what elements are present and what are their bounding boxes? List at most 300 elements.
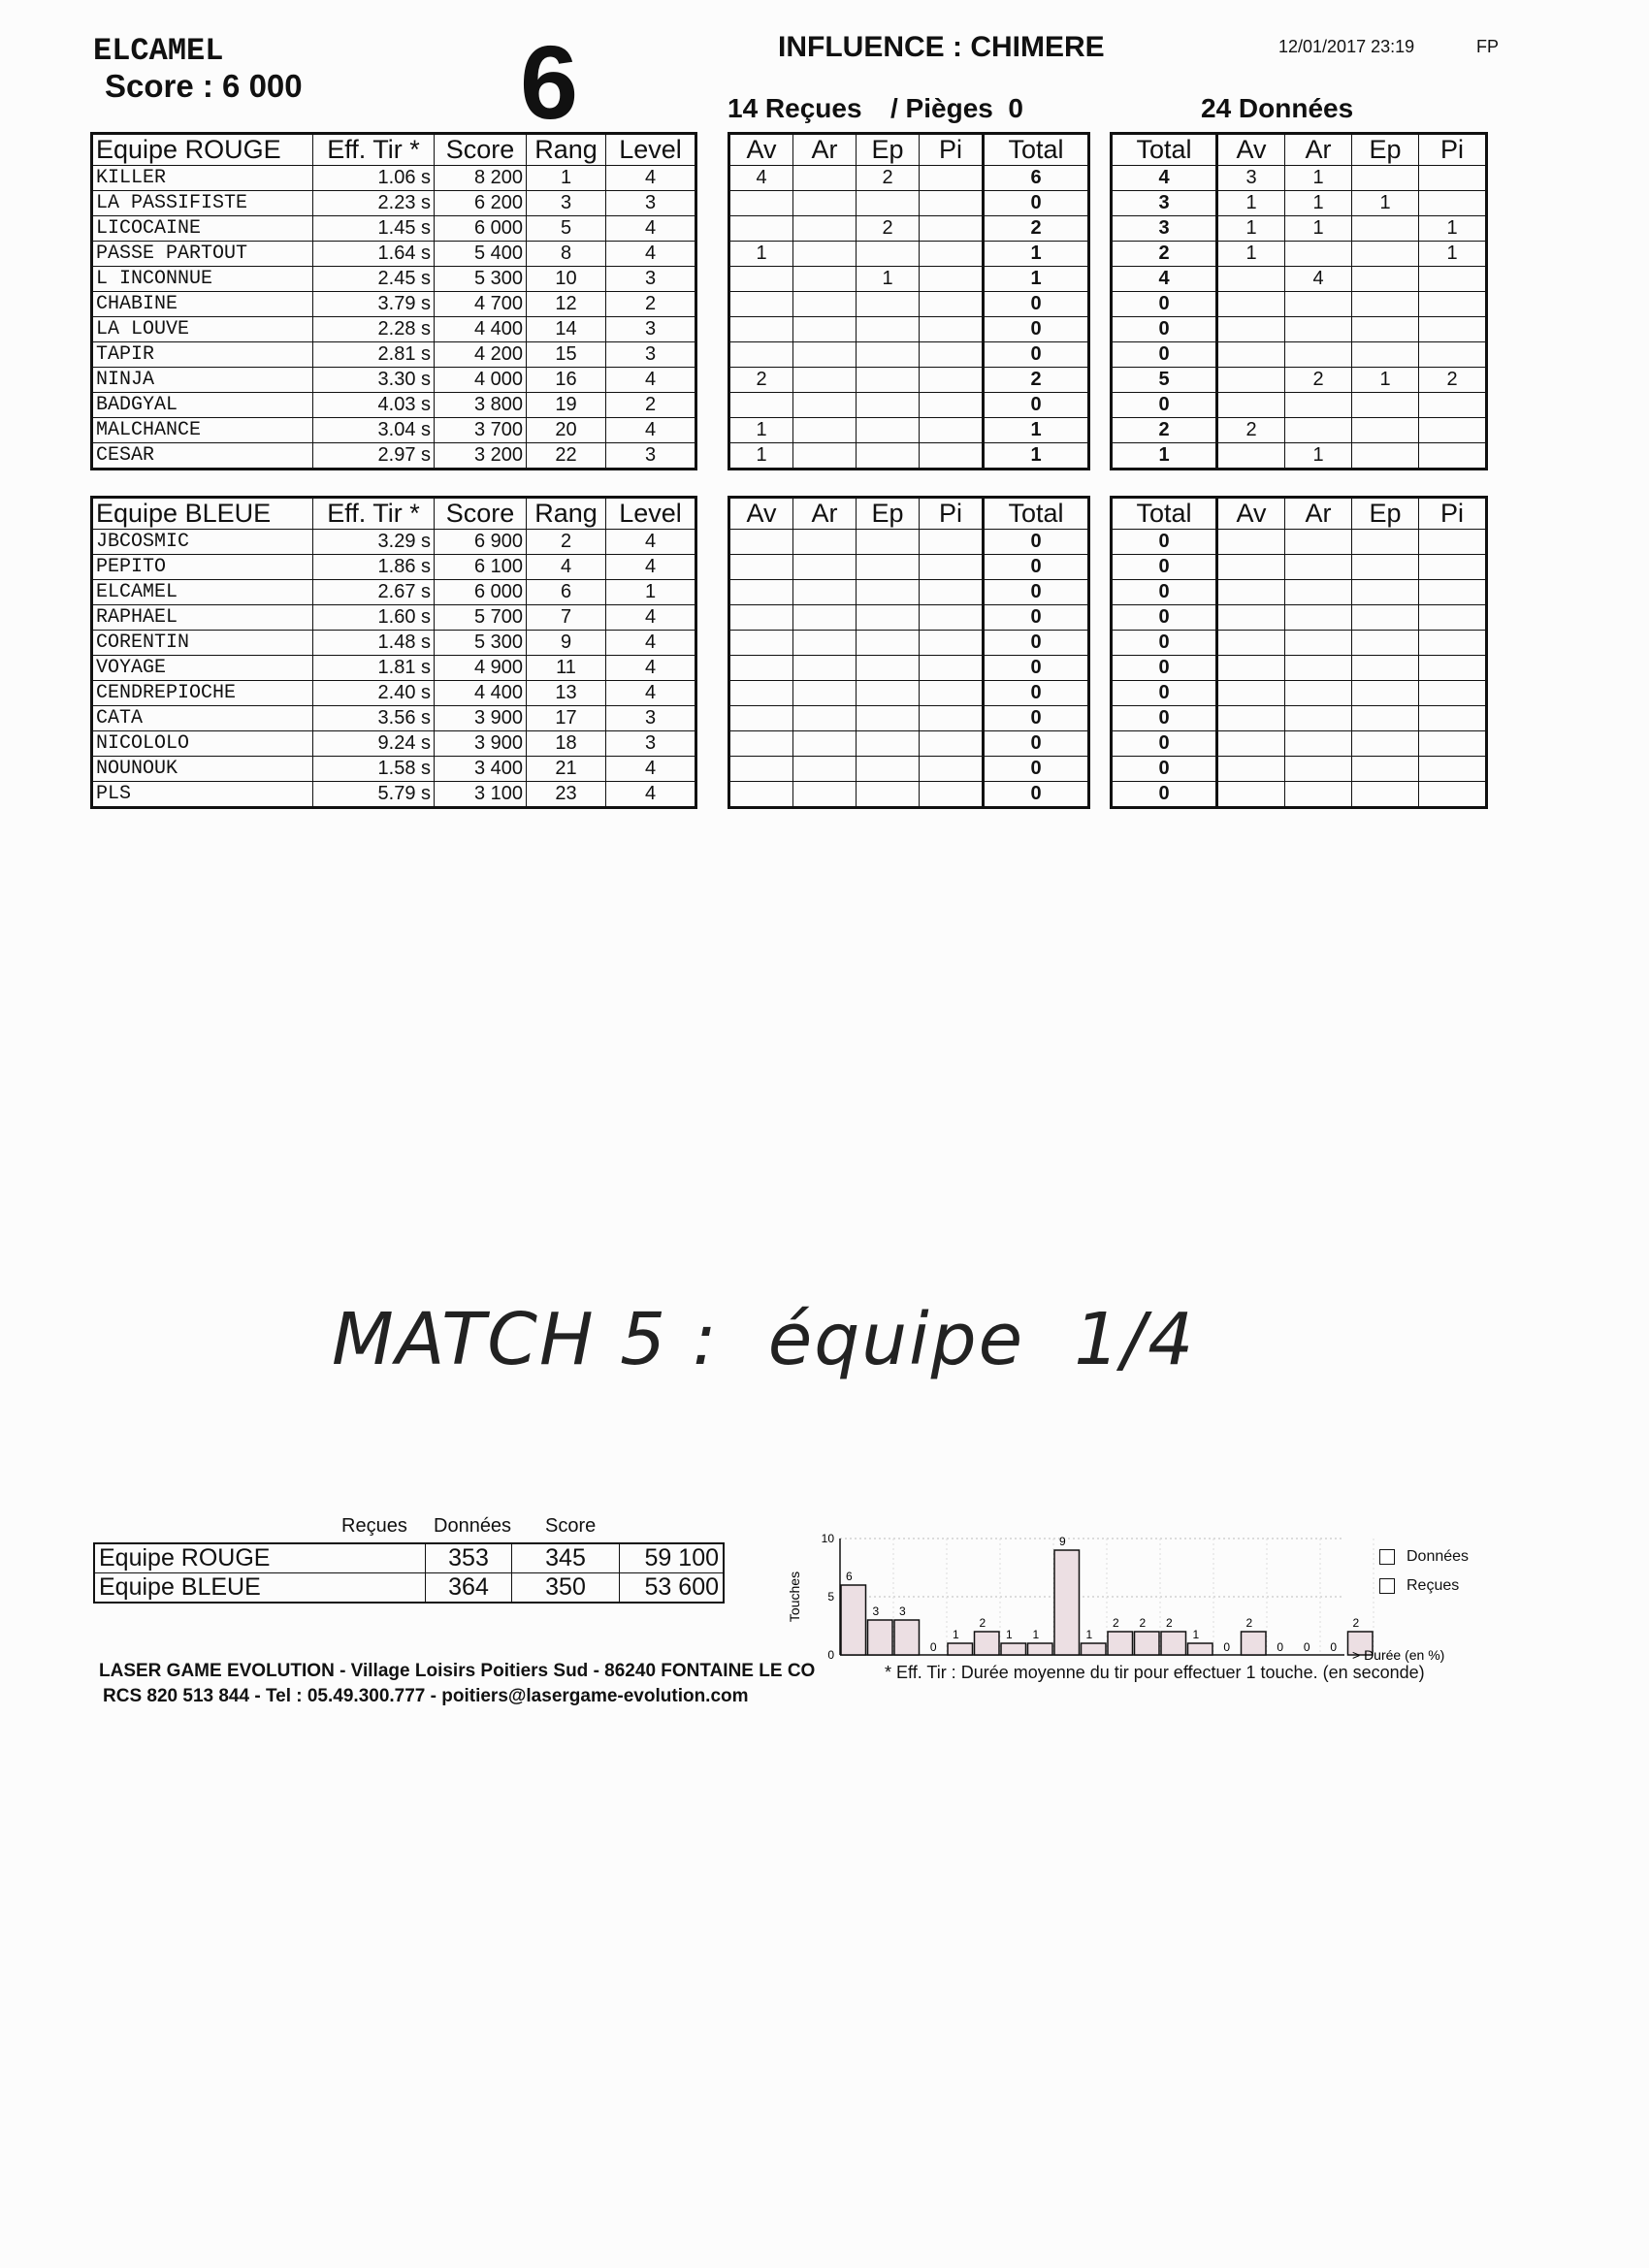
received-ar [793,782,857,808]
col-eff: Eff. Tir * [313,498,435,530]
eff-cell: 2.23 s [313,191,435,216]
received-av: 1 [729,242,793,267]
histogram-bar [1161,1632,1186,1655]
given-header-row [1112,134,1487,166]
y-tick-label: 0 [827,1648,834,1662]
histogram-bar [868,1620,893,1655]
received-av: 4 [729,166,793,191]
given-ep [1352,757,1419,782]
received-row [729,393,1089,418]
received-ep [857,191,920,216]
rank-cell: 21 [527,757,606,782]
given-ar: 1 [1285,216,1352,242]
score-cell: 4 000 [435,368,527,393]
received-total: 6 [984,166,1089,191]
given-row [1112,216,1487,242]
y-tick-label: 10 [821,1532,834,1545]
rank-cell: 6 [527,580,606,605]
received-pi [920,267,984,292]
bar-value-label: 6 [846,1570,853,1583]
given-ar [1285,242,1352,267]
given-ar [1285,681,1352,706]
received-pi [920,605,984,631]
score-cell: 3 900 [435,731,527,757]
rank-cell: 19 [527,393,606,418]
eff-cell: 2.67 s [313,580,435,605]
rank-cell: 12 [527,292,606,317]
received-total: 0 [984,292,1089,317]
player-name-cell: ELCAMEL [92,580,313,605]
player-row [92,681,696,706]
rank-cell: 16 [527,368,606,393]
given-av [1217,317,1285,342]
eff-cell: 1.48 s [313,631,435,656]
given-ep [1352,731,1419,757]
bar-value-label: 0 [1277,1640,1284,1654]
received-av [729,681,793,706]
received-row [729,443,1089,470]
given-ar [1285,757,1352,782]
player-name-cell: LICOCAINE [92,216,313,242]
given-pi [1419,443,1487,470]
given-row [1112,292,1487,317]
legend-label-given: Données [1406,1548,1470,1565]
received-ar [793,292,857,317]
given-ep [1352,605,1419,631]
given-pi [1419,292,1487,317]
received-row [729,191,1089,216]
given-row [1112,418,1487,443]
received-row [729,342,1089,368]
player-row [92,605,696,631]
score-cell: 8 200 [435,166,527,191]
col-ep: Ep [1352,134,1419,166]
player-name-cell: CATA [92,706,313,731]
given-row [1112,317,1487,342]
given-pi [1419,393,1487,418]
given-ep [1352,631,1419,656]
received-pi [920,166,984,191]
col-score: Score [435,498,527,530]
received-row [729,317,1089,342]
player-name-cell: RAPHAEL [92,605,313,631]
col-av: Av [1217,498,1285,530]
player-name-cell: VOYAGE [92,656,313,681]
eff-cell: 9.24 s [313,731,435,757]
player-name-cell: TAPIR [92,342,313,368]
received-ar [793,681,857,706]
given-ep [1352,706,1419,731]
given-total: 2 [1112,418,1217,443]
level-cell: 4 [606,368,696,393]
eff-cell: 2.97 s [313,443,435,470]
given-total: 2 [1112,242,1217,267]
received-row [729,555,1089,580]
received-av: 2 [729,368,793,393]
received-pi [920,782,984,808]
received-av [729,292,793,317]
player-row [92,292,696,317]
bar-value-label: 2 [1113,1616,1119,1630]
player-row [92,555,696,580]
player-row [92,757,696,782]
histogram-bar [841,1585,866,1655]
col-pi: Pi [1419,134,1487,166]
player-row [92,706,696,731]
given-table [1110,132,1488,470]
histogram-bar [1082,1643,1107,1655]
given-ar [1285,782,1352,808]
received-total: 0 [984,191,1089,216]
received-ar [793,731,857,757]
received-ar [793,166,857,191]
received-ar [793,605,857,631]
player-row [92,191,696,216]
team-name: Equipe BLEUE [92,498,313,530]
received-av [729,580,793,605]
given-row [1112,631,1487,656]
score-cell: 5 300 [435,267,527,292]
received-pi [920,418,984,443]
eff-cell: 2.45 s [313,267,435,292]
rank-cell: 20 [527,418,606,443]
given-pi [1419,191,1487,216]
rank-cell: 14 [527,317,606,342]
received-row [729,757,1089,782]
col-eff: Eff. Tir * [313,134,435,166]
player-row [92,368,696,393]
received-ep [857,418,920,443]
bar-value-label: 1 [1006,1628,1013,1641]
given-row [1112,782,1487,808]
rank-cell: 13 [527,681,606,706]
col-rank: Rang [527,134,606,166]
received-ep: 2 [857,216,920,242]
received-row [729,418,1089,443]
received-pi [920,368,984,393]
received-row [729,216,1089,242]
given-av [1217,631,1285,656]
received-pi [920,242,984,267]
given-row [1112,731,1487,757]
score-cell: 3 900 [435,706,527,731]
level-cell: 3 [606,342,696,368]
given-total: 3 [1112,216,1217,242]
received-ep [857,342,920,368]
given-total: 0 [1112,317,1217,342]
received-av [729,605,793,631]
given-av: 1 [1217,216,1285,242]
summary-received: 364 [426,1573,512,1604]
eff-cell: 2.40 s [313,681,435,706]
player-row [92,631,696,656]
rank-cell: 15 [527,342,606,368]
team-table [90,132,697,470]
received-pi [920,555,984,580]
player-name-cell: NOUNOUK [92,757,313,782]
received-total: 1 [984,418,1089,443]
given-total: 4 [1112,166,1217,191]
received-ep [857,292,920,317]
player-name-cell: PASSE PARTOUT [92,242,313,267]
given-pi [1419,631,1487,656]
team-name: Equipe ROUGE [92,134,313,166]
received-ep [857,317,920,342]
y-tick-label: 5 [827,1590,834,1604]
score-cell: 4 200 [435,342,527,368]
bar-value-label: 9 [1059,1535,1066,1548]
given-pi [1419,605,1487,631]
given-row [1112,681,1487,706]
given-ar: 4 [1285,267,1352,292]
received-ar [793,191,857,216]
histogram-bar [894,1620,920,1655]
received-total: 0 [984,681,1089,706]
received-row [729,292,1089,317]
given-av [1217,757,1285,782]
col-ep: Ep [1352,498,1419,530]
given-av: 3 [1217,166,1285,191]
level-cell: 2 [606,292,696,317]
given-ep [1352,580,1419,605]
player-row [92,731,696,757]
col-total: Total [1112,134,1217,166]
received-ep [857,782,920,808]
eff-cell: 4.03 s [313,393,435,418]
eff-cell: 3.79 s [313,292,435,317]
chart-legend [1379,1542,1469,1601]
received-ep [857,530,920,555]
player-row [92,267,696,292]
given-pi: 1 [1419,216,1487,242]
given-ep [1352,267,1419,292]
given-ar [1285,342,1352,368]
score-cell: 4 400 [435,681,527,706]
rank-cell: 8 [527,242,606,267]
player-row [92,317,696,342]
footer-note: * Eff. Tir : Durée moyenne du tir pour effectuer 1 touche. (en seconde) [885,1663,1425,1682]
rank-cell: 10 [527,267,606,292]
rank-cell: 17 [527,706,606,731]
eff-cell: 5.79 s [313,782,435,808]
given-ar [1285,530,1352,555]
received-total: 0 [984,393,1089,418]
level-cell: 4 [606,530,696,555]
received-total: 0 [984,342,1089,368]
player-score: Score : 6 000 [105,68,303,104]
score-cell: 6 100 [435,555,527,580]
eff-cell: 1.64 s [313,242,435,267]
given-pi [1419,782,1487,808]
received-pi [920,631,984,656]
score-cell: 6 000 [435,580,527,605]
received-row [729,782,1089,808]
col-score: Score [435,134,527,166]
given-pi [1419,757,1487,782]
given-ar [1285,317,1352,342]
given-row [1112,393,1487,418]
received-row [729,580,1089,605]
given-ep [1352,656,1419,681]
received-ep [857,731,920,757]
given-pi [1419,555,1487,580]
rank-cell: 22 [527,443,606,470]
bar-value-label: 1 [1192,1628,1200,1641]
received-ep [857,605,920,631]
eff-cell: 3.56 s [313,706,435,731]
received-total: 1 [984,443,1089,470]
given-av [1217,368,1285,393]
given-av [1217,393,1285,418]
received-table [728,132,1090,470]
player-name-cell: CORENTIN [92,631,313,656]
received-av [729,631,793,656]
score-cell: 3 400 [435,757,527,782]
received-pi [920,580,984,605]
given-av: 1 [1217,191,1285,216]
given-total: 0 [1112,706,1217,731]
col-av: Av [1217,134,1285,166]
given-row [1112,242,1487,267]
traps-count: / Pièges 0 [890,93,1023,123]
received-av [729,530,793,555]
col-total: Total [984,498,1089,530]
received-row [729,681,1089,706]
given-av [1217,706,1285,731]
player-name-cell: LA LOUVE [92,317,313,342]
given-ep [1352,317,1419,342]
received-pi [920,342,984,368]
score-cell: 6 900 [435,530,527,555]
given-ar [1285,706,1352,731]
received-ar [793,443,857,470]
given-av [1217,530,1285,555]
given-total: 0 [1112,292,1217,317]
eff-cell: 1.86 s [313,555,435,580]
player-name-cell: L INCONNUE [92,267,313,292]
given-row [1112,443,1487,470]
bar-value-label: 2 [1245,1616,1253,1630]
given-ar [1285,731,1352,757]
given-av: 1 [1217,242,1285,267]
legend-swatch-received [1379,1578,1395,1594]
received-av [729,555,793,580]
given-total: 0 [1112,731,1217,757]
level-cell: 2 [606,393,696,418]
given-ep [1352,418,1419,443]
histogram-bar [1108,1632,1133,1655]
received-total: 0 [984,731,1089,757]
player-name-cell: NICOLOLO [92,731,313,757]
received-ar [793,656,857,681]
given-ep [1352,342,1419,368]
footer-contact: RCS 820 513 844 - Tel : 05.49.300.777 - poitiers@lasergame-evolution.com [103,1686,749,1706]
level-cell: 3 [606,731,696,757]
eff-cell: 2.28 s [313,317,435,342]
player-name-cell: PEPITO [92,555,313,580]
received-av [729,267,793,292]
given-pi [1419,580,1487,605]
received-count: 14 Reçues [728,93,862,123]
given-ep [1352,216,1419,242]
received-header-row [729,498,1089,530]
summary-score: 59 100 [620,1543,725,1573]
eff-cell: 3.29 s [313,530,435,555]
player-name-cell: CESAR [92,443,313,470]
given-total: 0 [1112,530,1217,555]
given-ar [1285,393,1352,418]
rank-cell: 9 [527,631,606,656]
team-header-row [92,134,696,166]
eff-cell: 1.81 s [313,656,435,681]
level-cell: 3 [606,706,696,731]
given-row [1112,706,1487,731]
received-pi [920,681,984,706]
summary-row [94,1543,724,1573]
given-total: 0 [1112,757,1217,782]
given-av [1217,731,1285,757]
col-total: Total [1112,498,1217,530]
given-row [1112,530,1487,555]
received-total: 2 [984,216,1089,242]
received-row [729,530,1089,555]
given-ep [1352,555,1419,580]
bar-value-label: 0 [1303,1640,1310,1654]
level-cell: 4 [606,166,696,191]
received-pi [920,216,984,242]
given-ar [1285,631,1352,656]
rank-cell: 7 [527,605,606,631]
col-ep: Ep [857,498,920,530]
received-total: 1 [984,242,1089,267]
histogram-bar [1242,1632,1267,1655]
player-row [92,393,696,418]
received-ep [857,631,920,656]
given-row [1112,555,1487,580]
eff-cell: 2.81 s [313,342,435,368]
given-ar: 1 [1285,443,1352,470]
received-row [729,605,1089,631]
given-total: 0 [1112,681,1217,706]
datetime: 12/01/2017 23:19 [1278,37,1415,56]
received-total: 0 [984,631,1089,656]
level-cell: 3 [606,267,696,292]
player-name-cell: JBCOSMIC [92,530,313,555]
given-total: 0 [1112,631,1217,656]
received-av [729,393,793,418]
received-ep [857,706,920,731]
rank-cell: 18 [527,731,606,757]
received-av [729,342,793,368]
received-ep [857,393,920,418]
score-cell: 4 900 [435,656,527,681]
given-row [1112,757,1487,782]
received-ep [857,681,920,706]
col-ep: Ep [857,134,920,166]
histogram-bar [1188,1643,1213,1655]
level-cell: 3 [606,443,696,470]
col-pi: Pi [920,498,984,530]
level-cell: 4 [606,605,696,631]
given-header-row [1112,498,1487,530]
level-cell: 1 [606,580,696,605]
received-ar [793,418,857,443]
received-pi [920,191,984,216]
received-pi [920,706,984,731]
score-cell: 4 400 [435,317,527,342]
bar-value-label: 0 [1223,1640,1231,1654]
given-total: 0 [1112,342,1217,368]
